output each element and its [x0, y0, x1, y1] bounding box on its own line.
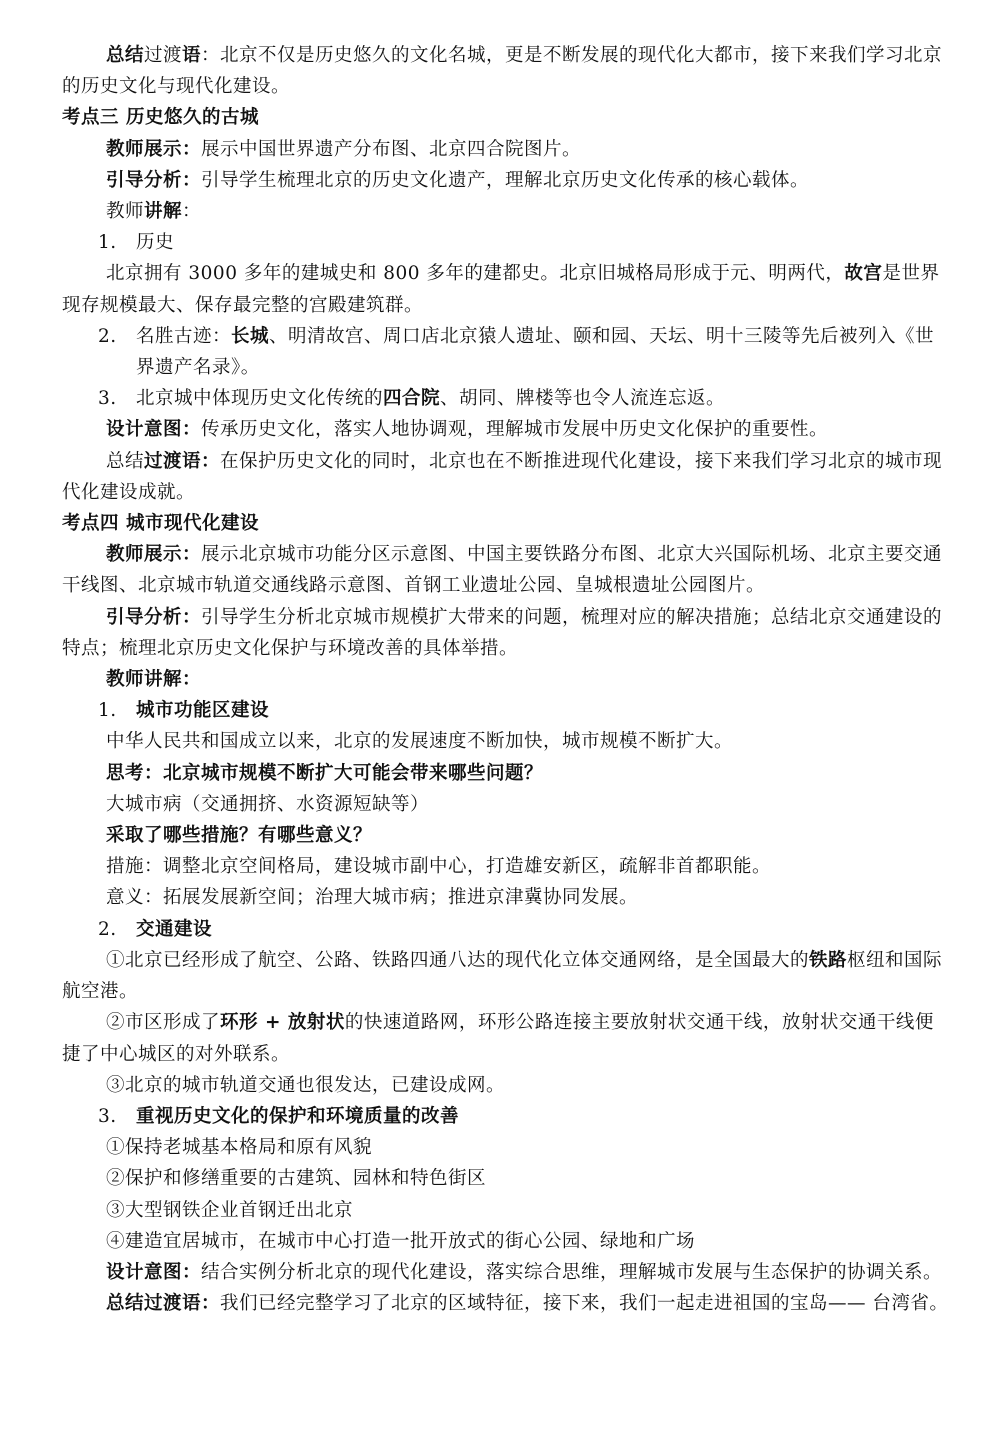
protection-point-1: ①保持老城基本格局和原有风貌	[106, 1137, 373, 1159]
list-item-protection: 3. 重视历史文化的保护和环境质量的改善	[98, 1105, 460, 1127]
guide-analysis-4: 引导分析：引导学生分析北京城市规模扩大带来的问题，梳理对应的解决措施；总结北京交通建设的特点；梳理北京历史文化保护与环境改善的具体举措。	[62, 606, 943, 659]
summary-transition-1: 总结过渡语：北京不仅是历史悠久的文化名城，更是不断发展的现代化大都市，接下来我们学习北京的历史文化与现代化建设。	[62, 45, 943, 98]
think-question-2: 采取了哪些措施？有哪些意义？	[106, 825, 373, 847]
summary-transition-2: 总结过渡语：在保护历史文化的同时，北京也在不断推进现代化建设，接下来我们学习北京的城市现代化建设成就。	[62, 450, 943, 503]
transport-point-1: ①北京已经形成了航空、公路、铁路四通八达的现代化立体交通网络，是全国最大的铁路枢纽和国际航空港。	[62, 949, 943, 1003]
function-zones-paragraph: 中华人民共和国成立以来，北京的发展速度不断加快，城市规模不断扩大。	[106, 731, 734, 753]
measures-paragraph: 措施：调整北京空间格局，建设城市副中心，打造雄安新区，疏解非首都职能。	[106, 856, 772, 878]
teacher-explain-3: 教师讲解：	[106, 201, 202, 223]
list-item-scenic-spots: 2. 名胜古迹：长城、明清故宫、周口店北京猿人遗址、颐和园、天坛、明十三陵等先后被列入《世界遗产名录》。	[98, 325, 935, 379]
significance-paragraph: 意义：拓展发展新空间；治理大城市病；推进京津冀协同发展。	[106, 887, 639, 909]
lesson-document	[62, 40, 952, 1319]
protection-point-3: ③大型钢铁企业首钢迁出北京	[106, 1199, 354, 1221]
transport-point-3: ③北京的城市轨道交通也很发达，已建设成网。	[106, 1074, 506, 1096]
teacher-show-4: 教师展示：展示北京城市功能分区示意图、中国主要铁路分布图、北京大兴国际机场、北京主要交通干线图、北京城市轨道交通线路示意图、首钢工业遗址公园、皇城根遗址公园图片。	[62, 544, 943, 597]
teacher-show-3: 教师展示：展示中国世界遗产分布图、北京四合院图片。	[106, 138, 582, 160]
guide-analysis-3: 引导分析：引导学生梳理北京的历史文化遗产，理解北京历史文化传承的核心载体。	[106, 169, 810, 191]
think-answer-1: 大城市病（交通拥挤、水资源短缺等）	[106, 793, 430, 815]
section-heading-4: 考点四 城市现代化建设	[62, 513, 259, 535]
design-intent-4: 设计意图：结合实例分析北京的现代化建设，落实综合思维，理解城市发展与生态保护的协调关系。	[106, 1261, 943, 1283]
transport-point-2: ②市区形成了环形 + 放射状的快速道路网，环形公路连接主要放射状交通干线，放射状交通干线便捷了中心城区的对外联系。	[62, 1012, 934, 1065]
list-item-transport: 2. 交通建设	[98, 918, 213, 940]
protection-point-4: ④建造宜居城市，在城市中心打造一批开放式的街心公园、绿地和广场	[106, 1230, 696, 1252]
teacher-explain-4: 教师讲解：	[106, 669, 202, 691]
design-intent-3: 设计意图：传承历史文化，落实人地协调观，理解城市发展中历史文化保护的重要性。	[106, 419, 829, 441]
list-item-history: 1. 历史	[98, 232, 175, 254]
list-item-siheyuan: 3. 北京城中体现历史文化传统的四合院、胡同、牌楼等也令人流连忘返。	[98, 388, 726, 410]
history-paragraph: 北京拥有 3000 多年的建城史和 800 多年的建都史。北京旧城格局形成于元、明两代，故宫是世界现存规模最大、保存最完整的宫殿建筑群。	[62, 263, 940, 316]
protection-point-2: ②保护和修缮重要的古建筑、园林和特色街区	[106, 1168, 487, 1190]
think-question-1: 思考：北京城市规模不断扩大可能会带来哪些问题？	[106, 762, 544, 784]
list-item-function-zones: 1. 城市功能区建设	[98, 700, 270, 722]
summary-transition-3: 总结过渡语：我们已经完整学习了北京的区域特征，接下来，我们一起走进祖国的宝岛—— 台湾省。	[106, 1293, 949, 1315]
section-heading-3: 考点三 历史悠久的古城	[62, 107, 259, 129]
